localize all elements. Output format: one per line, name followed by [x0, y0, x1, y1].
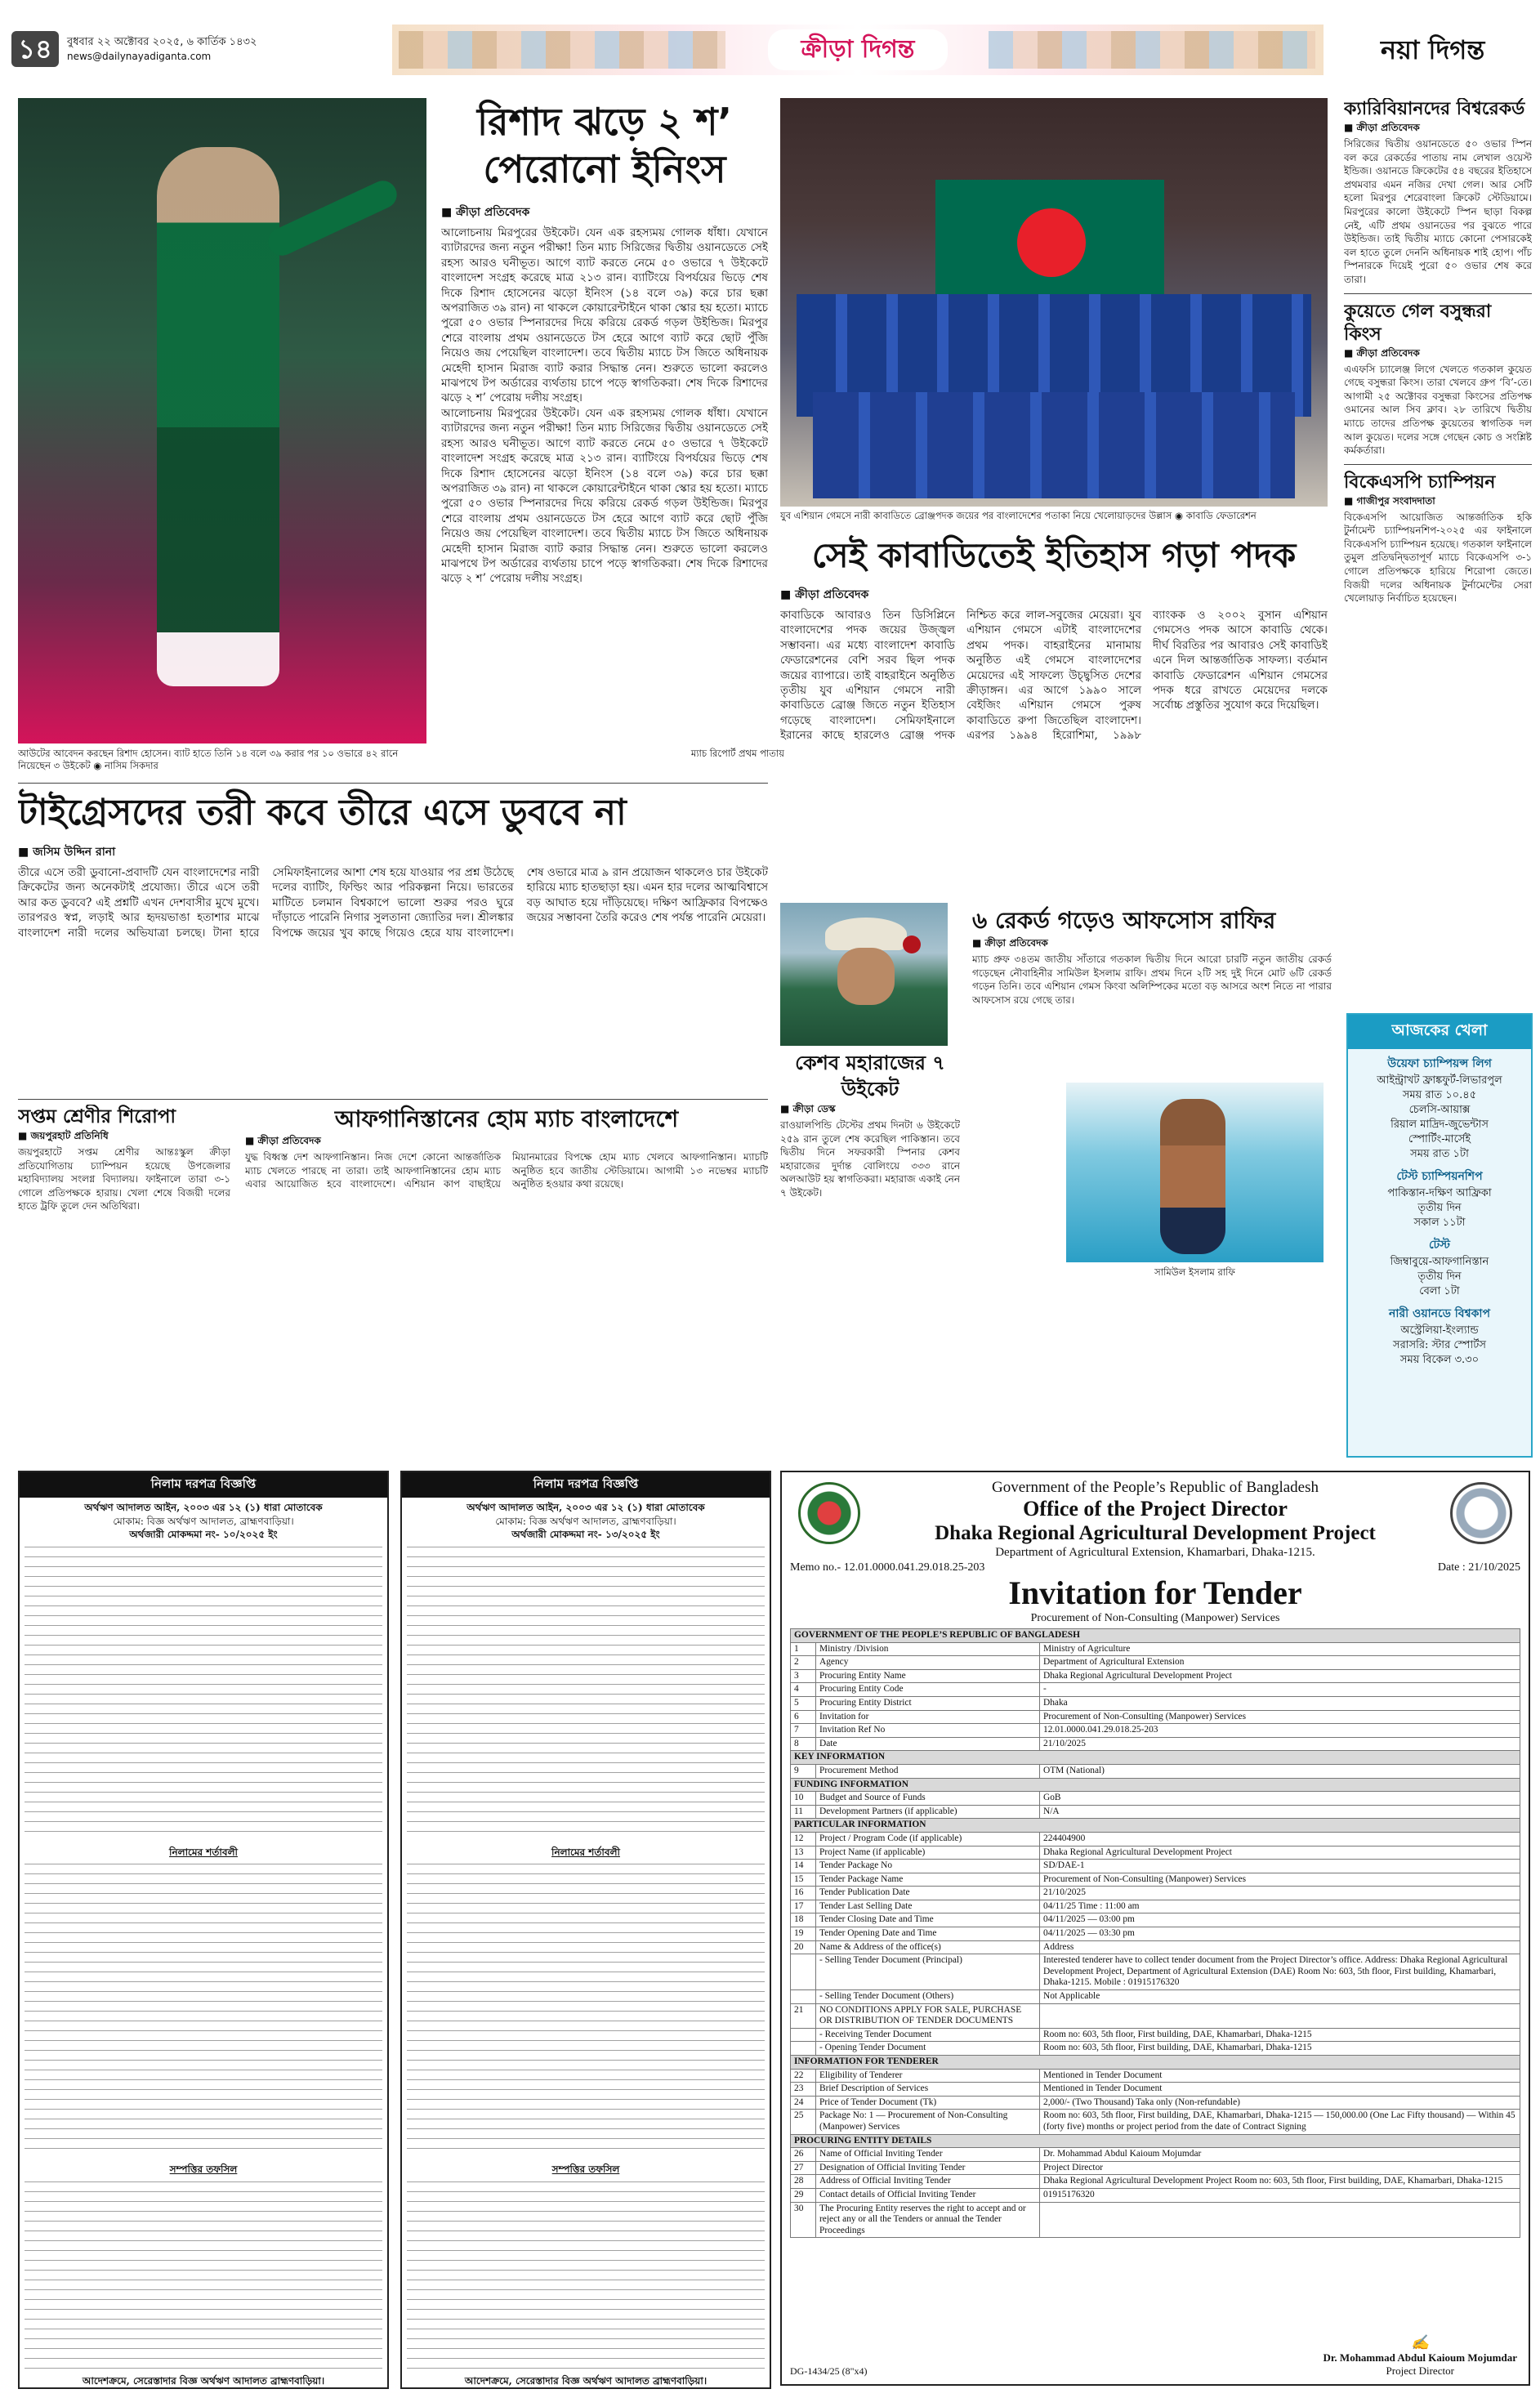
- player-figure: [157, 147, 279, 686]
- tender-row-number: 28: [791, 2175, 816, 2189]
- tender-row-value: GoB: [1040, 1792, 1520, 1806]
- tender-row-value: Department of Agricultural Extension: [1040, 1656, 1520, 1670]
- tender-section-heading: GOVERNMENT OF THE PEOPLE’S REPUBLIC OF BANGLADESH: [791, 1629, 1520, 1643]
- games-group-heading: টেস্ট চ্যাম্পিয়নশিপ: [1396, 1170, 1483, 1183]
- notice-left-title: নিলাম দরপত্র বিজ্ঞপ্তি: [20, 1472, 387, 1498]
- tender-row-value: 04/11/2025 — 03:30 pm: [1040, 1927, 1520, 1941]
- tender-row-number: 1: [791, 1642, 816, 1656]
- tender-gov: Government of the People’s Republic of Bangladesh: [992, 1479, 1319, 1496]
- tender-row-value: SD/DAE-1: [1040, 1860, 1520, 1873]
- tender-row: [791, 1860, 1520, 1873]
- tender-row-value: Room no: 603, 5th floor, First building, DAE, Khamarbari, Dhaka-1215: [1040, 2042, 1520, 2056]
- games-line: সময় বিকেল ৩.৩০: [1399, 1354, 1480, 1366]
- tender-row-value: [1040, 2003, 1520, 2028]
- tender-row: [791, 1683, 1520, 1697]
- tender-row-value: Interested tenderer have to collect tender document from the Project Director’s office. Address: Dhaka Regional Agricultural Development Project, Department of Agricultural Extension (DAE) Room No: 603, 5th floor, First building, Khamarbari, Dhaka-1215. Mobile : 01915176320: [1040, 1954, 1520, 1990]
- tender-row: [791, 1873, 1520, 1887]
- tender-row-number: [791, 1990, 816, 2004]
- tender-row-value: Ministry of Agriculture: [1040, 1642, 1520, 1656]
- tigers-body: তীরে এসে তরী ডুবানো-প্রবাদটি যেন বাংলাদেশের নারী ক্রিকেটের জন্য অনেকটাই প্রযোজ্য। তীরে এসে তরী আর কত ডুববে? এই প্রশ্নটি এখন দেশবাসীর মুখে মুখে। তারপরও স্বপ্ন, লড়াই আর হৃদয়ভাঙা হতাশার মাঝে বাংলাদেশ নারী দলের অভিযাত্রা চলছে। টানা হারে সেমিফাইনালের আশা শেষ হয়ে যাওয়ার পর প্রশ্ন উঠেছে দলের ব্যাটিং, ফিল্ডিং আর পরিকল্পনা নিয়ে। ভারতের মাটিতে চলমান বিশ্বকাপে ভালো শুরুর পরও ঘুরে দাঁড়াতে পারেনি নিগার সুলতানা জ্যোতির দল। শ্রীলঙ্কার বিপক্ষে জয়ের খুব কাছে গিয়েও হেরে যায় বাংলাদেশ। শেষ ওভারে মাত্র ৯ রান প্রয়োজন থাকলেও চার উইকেট হারিয়ে ম্যাচ হাতছাড়া হয়। এমন হার দলের আত্মবিশ্বাসে বড় আঘাত হয়ে দাঁড়িয়েছে। দক্ষিণ আফ্রিকার বিপক্ষেও জয়ের সম্ভাবনা তৈরি করেও শেষ পর্যন্ত পারেনি মেয়েরা।: [18, 866, 768, 940]
- tender-row: [791, 1710, 1520, 1724]
- tender-row-label: Contact details of Official Inviting Tender: [816, 2188, 1040, 2202]
- tender-dept: Department of Agricultural Extension, Khamarbari, Dhaka-1215.: [995, 1546, 1315, 1559]
- tender-signer-title: Project Director: [1386, 2365, 1454, 2377]
- team-row-front: [813, 392, 1295, 498]
- tender-row: [791, 1819, 1520, 1833]
- games-today-title: আজকের খেলা: [1348, 1015, 1531, 1049]
- tender-row: [791, 1656, 1520, 1670]
- tender-row-number: 9: [791, 1764, 816, 1778]
- tender-row-value: 12.01.0000.041.29.018.25-203: [1040, 1724, 1520, 1738]
- notice-left: [18, 1471, 389, 2389]
- tender-row-value: N/A: [1040, 1805, 1520, 1819]
- tender-row-number: 4: [791, 1683, 816, 1697]
- bkep-headline: বিকেএসপি চ্যাম্পিয়ন: [1344, 471, 1496, 493]
- games-group-heading: টেস্ট: [1428, 1239, 1450, 1252]
- tender-date: Date : 21/10/2025: [1437, 1561, 1520, 1574]
- camera-icon: ◉: [93, 760, 102, 771]
- tigers-headline: টাইগ্রেসদের তরী কবে তীরে এসে ডুববে না: [18, 792, 627, 833]
- games-line: আইন্ট্রাখট ফ্রাঙ্কফুর্ট-লিভারপুল: [1377, 1074, 1502, 1087]
- tender-section-heading: INFORMATION FOR TENDERER: [791, 2056, 1520, 2070]
- tender-row-number: 30: [791, 2202, 816, 2238]
- masthead: [0, 0, 1540, 80]
- notice-left-line1: অর্থঋণ আদালত আইন, ২০০৩ এর ১২ (১) ধারা মোতাবেক: [84, 1502, 323, 1513]
- tigers-article: [18, 788, 768, 1095]
- notice-left-conditions: [25, 1864, 382, 2158]
- notice-mid-schedule: [407, 2181, 765, 2369]
- tender-row: [791, 1724, 1520, 1738]
- tender-row: [791, 2134, 1520, 2148]
- games-line: বেলা ১টা: [1419, 1285, 1460, 1297]
- tender-section-heading: PARTICULAR INFORMATION: [791, 1819, 1520, 1833]
- tender-row: [791, 2056, 1520, 2070]
- divider: [1344, 464, 1532, 465]
- flag-red-circle: [1017, 208, 1086, 277]
- tender-row-label: - Selling Tender Document (Principal): [816, 1954, 1040, 1990]
- tender-row-value: [1040, 2202, 1520, 2238]
- tender-notice: [780, 1471, 1530, 2386]
- tender-row-number: 21: [791, 2003, 816, 2028]
- tender-row-label: NO CONDITIONS APPLY FOR SALE, PURCHASE OR DISTRIBUTION OF TENDER DOCUMENTS: [816, 2003, 1040, 2028]
- email[interactable]: news@dailynayadiganta.com: [67, 51, 212, 62]
- tender-row: [791, 2175, 1520, 2189]
- saptam-byline: ■ জয়পুরহাট প্রতিনিধি: [18, 1130, 109, 1141]
- games-line: অস্ট্রেলিয়া-ইংল্যান্ড: [1400, 1324, 1479, 1337]
- tender-row-label: Ministry /Division: [816, 1642, 1040, 1656]
- tender-signature: [1323, 2334, 1517, 2378]
- signature-mark: ✍: [1411, 2334, 1430, 2351]
- tender-row-value: 04/11/2025 — 03:00 pm: [1040, 1913, 1520, 1927]
- tender-row: [791, 1751, 1520, 1765]
- paper-name[interactable]: নয়া দিগন্ত: [1381, 34, 1485, 65]
- boxing-headline: কুয়েতে গেল বসুন্ধরা কিংস: [1344, 301, 1492, 345]
- notice-mid-conditions: [407, 1864, 765, 2158]
- tender-row-value: Dhaka Regional Agricultural Development Project: [1040, 1846, 1520, 1860]
- tender-row-number: 16: [791, 1887, 816, 1900]
- notice-mid-line1: অর্থঋণ আদালত আইন, ২০০৩ এর ১২ (১) ধারা মোতাবেক: [466, 1502, 705, 1513]
- tender-row-label: Designation of Official Inviting Tender: [816, 2161, 1040, 2175]
- tender-row-label: Name of Official Inviting Tender: [816, 2148, 1040, 2162]
- boxing-byline: ■ ক্রীড়া প্রতিবেদক: [1344, 346, 1420, 359]
- swimmer-figure: [1160, 1099, 1225, 1254]
- tender-row: [791, 1887, 1520, 1900]
- tender-row: [791, 2069, 1520, 2083]
- tender-row-number: 7: [791, 1724, 816, 1738]
- games-line: জিম্বাবুয়ে-আফগানিস্তান: [1390, 1256, 1489, 1268]
- tender-memo-row: [790, 1561, 1520, 1574]
- tender-row: [791, 2161, 1520, 2175]
- tender-row-value: 2,000/- (Two Thousand) Taka only (Non-refundable): [1040, 2096, 1520, 2110]
- games-line: সময় রাত ১টা: [1410, 1148, 1469, 1160]
- tender-row: [791, 1792, 1520, 1806]
- tender-row-label: Tender Package Name: [816, 1873, 1040, 1887]
- tender-row: [791, 1669, 1520, 1683]
- tender-row-number: 8: [791, 1737, 816, 1751]
- tender-row-value: Room no: 603, 5th floor, First building, DAE, Khamarbari, Dhaka-1215 — 150,000.00 (One Lac Fifty thousand) — Within 45 (forty five) months or project period from the date of Contract Signing: [1040, 2110, 1520, 2134]
- rishad-caption-right: ম্যাচ রিপোর্ট প্রথম পাতায়: [690, 748, 784, 759]
- tender-row: [791, 1990, 1520, 2004]
- rishad-byline: ■ ক্রীড়া প্রতিবেদক: [441, 206, 530, 219]
- rishad-body-continued: আলোচনায় মিরপুরের উইকেট। যেন এক রহস্যময় গোলক ধাঁধা। যেখানে ব্যাটারদের জন্য নতুন পরীক্ষা! তিন ম্যাচ সিরিজের দ্বিতীয় ওয়ানডেতে সেই রহস্য আরও ঘনীভূত। আগে ব্যাট করতে নেমে ৫০ ওভারে ৭ উইকেটে বাংলাদেশ সংগ্রহ করেছে মাত্র ২১৩ রান। ব্যাটিংয়ে বিপর্যয়ের ভিড়ে শেষ দিকে রিশাদ হোসেনের ঝড়ো ইনিংস (১৪ বলে ৩৯) করে চার ছক্কা অপরাজিত ৩৯ রান) না থাকলে কোয়ারেন্টাইনে থাকা স্কোর হয় হতো। ম্যাচে পুরো ৫০ ওভার স্পিনারদের দিয়ে করিয়ে রেকর্ড গড়ল উইন্ডিজ। মিরপুর শেরে বাংলায় প্রথম ওয়ানডেতে টস হেরে আগে ব্যাট করে ছোট পুঁজি নিয়েও জয় পেয়েছিল বাংলাদেশ। তবে দ্বিতীয় ম্যাচে টস জিতে অধিনায়ক মেহেদী হাসান মিরাজ ব্যাট করার সিদ্ধান্ত নেন। শুরুতে ভালো করলেও মাঝপথে টপ অর্ডারের ব্যর্থতায় চাপে পড়ে স্বাগতিকরা। শেষ দিকে রিশাদের ঝড়ে ২ শ’ পেরোয় দলীয় সংগ্রহ।: [441, 406, 768, 586]
- tender-row-value: 04/11/25 Time : 11:00 am: [1040, 1900, 1520, 1913]
- tender-row-label: - Receiving Tender Document: [816, 2028, 1040, 2042]
- afghan-body: যুদ্ধ বিধ্বস্ত দেশ আফগানিস্তান। নিজ দেশে কোনো আন্তর্জাতিক ম্যাচ খেলতে পারছে না তারা। তাই আফগানিস্তানের হোম ম্যাচ এবার আয়োজিত হবে বাংলাদেশে। এশিয়ান কাপ বাছাইয়ে মিয়ানমারের বিপক্ষে হোম ম্যাচ খেলবে আফগানিস্তান। ম্যাচটি অনুষ্ঠিত হবে জাতীয় স্টেডিয়ামে। আগামী ১৩ নভেম্বর ম্যাচটি অনুষ্ঠিত হওয়ার কথা রয়েছে।: [245, 1151, 768, 1190]
- tender-row-label: Eligibility of Tenderer: [816, 2069, 1040, 2083]
- kabaddi-photo-caption: যুব এশিয়ান গেমসে নারী কাবাডিতে ব্রোঞ্জপদক জয়ের পর বাংলাদেশের পতাকা নিয়ে খেলোয়াড়দের উল্লাস ◉ কাবাডি ফেডারেশন: [780, 510, 1257, 521]
- tender-row-label: The Procuring Entity reserves the right to accept and or reject any or all the Tenders or annual the Tender Proceedings: [816, 2202, 1040, 2238]
- tender-row-label: Package No: 1 — Procurement of Non-Consulting (Manpower) Services: [816, 2110, 1040, 2134]
- tender-row: [791, 1846, 1520, 1860]
- tender-title: Invitation for Tender: [1008, 1574, 1302, 1611]
- tender-row-label: Invitation Ref No: [816, 1724, 1040, 1738]
- tigers-byline: ■ জসিম উদ্দিন রানা: [18, 846, 116, 859]
- caribbean-body: সিরিজের দ্বিতীয় ওয়ানডেতে ৫০ ওভার স্পিন বল করে রেকর্ডের পাতায় নাম লেখাল ওয়েস্ট ইন্ডিজ। ওয়ানডে ক্রিকেটের ৫৪ বছরের ইতিহাসে প্রথমবার এমন নজির দেখা গেল। আর সেটি হলো মিরপুর শেরেবাংলা ক্রিকেট স্টেডিয়ামে। মিরপুরের কালো উইকেটে স্পিন ছাড়া বিকল্প নেই, এটি প্রথম ওয়ানডের পর বুঝতে পারে উইন্ডিজ। তাই দ্বিতীয় ম্যাচে কোনো পেসারকেই বল হাতে তুলে দেননি অধিনায়ক শাই হোপ। পাঁচ স্পিনারকে দিয়েই পুরো ৫০ ওভার শেষ করে তারা।: [1344, 138, 1532, 285]
- tender-row: [791, 1927, 1520, 1941]
- keshav-face: [837, 948, 895, 1005]
- tender-row-number: 22: [791, 2069, 816, 2083]
- tender-row-number: 18: [791, 1913, 816, 1927]
- rishad-article: [441, 98, 768, 744]
- tender-row: [791, 1642, 1520, 1656]
- tender-row-label: Procurement Method: [816, 1764, 1040, 1778]
- notice-mid-line3: অর্থজারী মোকদ্দমা নং- ১৩/২০২৫ ইং: [511, 1529, 660, 1541]
- tender-row-value: 224404900: [1040, 1832, 1520, 1846]
- tender-row-number: 24: [791, 2096, 816, 2110]
- tender-row-label: Tender Opening Date and Time: [816, 1927, 1040, 1941]
- tender-row-value: Project Director: [1040, 2161, 1520, 2175]
- tender-row: [791, 1805, 1520, 1819]
- banner-graphic-left: [399, 31, 725, 69]
- tender-row: [791, 1764, 1520, 1778]
- tender-row-value: 21/10/2025: [1040, 1737, 1520, 1751]
- tender-row-value: Mentioned in Tender Document: [1040, 2069, 1520, 2083]
- tender-row-label: Tender Publication Date: [816, 1887, 1040, 1900]
- section-rule: [18, 783, 768, 784]
- right-column: [1344, 98, 1532, 1013]
- date-line: বুধবার ২২ অক্টোবর ২০২৫, ৬ কার্তিক ১৪৩২: [67, 36, 257, 48]
- tender-row-number: 25: [791, 2110, 816, 2134]
- tender-row-number: 23: [791, 2083, 816, 2097]
- notice-left-line3: অর্থজারী মোকদ্দমা নং- ১০/২০২৫ ইং: [129, 1529, 278, 1541]
- notice-mid-title: নিলাম দরপত্র বিজ্ঞপ্তি: [402, 1472, 770, 1498]
- tender-row-value: Dr. Mohammad Abdul Kaioum Mojumdar: [1040, 2148, 1520, 2162]
- saptam-headline: সপ্তম শ্রেণীর শিরোপা: [18, 1106, 176, 1128]
- tender-row: [791, 1940, 1520, 1954]
- tender-row-label: Date: [816, 1737, 1040, 1751]
- tender-row-label: Procuring Entity District: [816, 1696, 1040, 1710]
- swimmer-headline: ৬ রেকর্ড গড়েও আফসোস রাফির: [972, 907, 1276, 934]
- tender-row: [791, 1737, 1520, 1751]
- tender-row: [791, 1696, 1520, 1710]
- tender-row-number: 14: [791, 1860, 816, 1873]
- tender-row-value: 21/10/2025: [1040, 1887, 1520, 1900]
- tender-section-heading: PROCURING ENTITY DETAILS: [791, 2134, 1520, 2148]
- tender-section-heading: FUNDING INFORMATION: [791, 1778, 1520, 1792]
- tender-row-number: 29: [791, 2188, 816, 2202]
- tender-row-value: -: [1040, 1683, 1520, 1697]
- tender-row: [791, 1913, 1520, 1927]
- tender-row-value: Procurement of Non-Consulting (Manpower) Services: [1040, 1873, 1520, 1887]
- divider: [1344, 293, 1532, 294]
- tender-row: [791, 2202, 1520, 2238]
- tender-row-number: [791, 1954, 816, 1990]
- tender-row-label: Tender Closing Date and Time: [816, 1913, 1040, 1927]
- notice-mid-line2: মোকাম: বিজ্ঞ অর্থঋণ আদালত, ব্রাহ্মণবাড়িয়া।: [495, 1515, 676, 1527]
- swimmer-photo-caption: সামিউল ইসলাম রাফি: [1154, 1266, 1235, 1278]
- tender-signer: Dr. Mohammad Abdul Kaioum Mojumdar: [1323, 2351, 1517, 2364]
- banner-graphic-right: [989, 31, 1315, 69]
- tender-office: Office of the Project Director: [1023, 1497, 1288, 1521]
- games-line: পাকিস্তান-দক্ষিণ আফ্রিকা: [1387, 1187, 1492, 1199]
- afghan-byline: ■ ক্রীড়া প্রতিবেদক: [245, 1135, 321, 1146]
- tender-row-value: 01915176320: [1040, 2188, 1520, 2202]
- tender-row-label: Name & Address of the office(s): [816, 1940, 1040, 1954]
- gov-seal-icon: [798, 1482, 860, 1544]
- tender-row-label: Agency: [816, 1656, 1040, 1670]
- tender-row-number: 5: [791, 1696, 816, 1710]
- camera-icon: ◉: [1174, 510, 1184, 521]
- tender-row-number: 19: [791, 1927, 816, 1941]
- tender-row-number: [791, 2028, 816, 2042]
- games-list: [1348, 1054, 1531, 1368]
- tender-row-label: Tender Last Selling Date: [816, 1900, 1040, 1913]
- games-group-heading: নারী ওয়ানডে বিশ্বকাপ: [1389, 1307, 1490, 1320]
- rishad-headline: রিশাদ ঝড়ে ২ শ’ পেরোনো ইনিংস: [477, 100, 732, 191]
- games-line: সময় রাত ১০.৪৫: [1402, 1089, 1477, 1101]
- notice-mid-schedule-title: সম্পত্তির তফসিল: [551, 2164, 620, 2176]
- caribbean-byline: ■ ক্রীড়া প্রতিবেদক: [1344, 122, 1420, 133]
- tender-row-number: 15: [791, 1873, 816, 1887]
- tender-row-number: 11: [791, 1805, 816, 1819]
- tender-row-number: 17: [791, 1900, 816, 1913]
- swimmer-photo: [1066, 1083, 1324, 1262]
- keshav-body: রাওয়ালপিন্ডি টেস্টের প্রথম দিনটা ৬ উইকেটে ২৫৯ রান তুলে শেষ করেছিল পাকিস্তান। তবে দ্বিতীয় দিনে সফরকারী স্পিনার কেশব মহারাজের দুর্দান্ত বোলিংয়ে ৩৩৩ রানে অলআউট হয় স্বাগতিকরা। মহারাজ একাই নেন ৭ উইকেট।: [780, 1119, 960, 1199]
- saptam-article: [18, 1105, 230, 1382]
- tender-row-label: Tender Package No: [816, 1860, 1040, 1873]
- notice-left-schedule: [25, 2181, 382, 2369]
- tender-row-label: Budget and Source of Funds: [816, 1792, 1040, 1806]
- kabaddi-byline: ■ ক্রীড়া প্রতিবেদক: [780, 588, 869, 601]
- tender-row-label: - Selling Tender Document (Others): [816, 1990, 1040, 2004]
- tender-row-label: Procuring Entity Code: [816, 1683, 1040, 1697]
- games-line: সরাসরি: স্টার স্পোর্টস: [1393, 1339, 1486, 1351]
- tender-row: [791, 2042, 1520, 2056]
- notice-left-body: [25, 1547, 382, 1841]
- keshav-byline: ■ ক্রীড়া ডেস্ক: [780, 1103, 836, 1114]
- tender-row: [791, 2188, 1520, 2202]
- tender-row-value: Dhaka Regional Agricultural Development Project Room no: 603, 5th floor, First building, DAE, Khamarbari, Dhaka-1215: [1040, 2175, 1520, 2189]
- tender-table: [790, 1628, 1520, 2238]
- swimmer-byline: ■ ক্রীড়া প্রতিবেদক: [972, 937, 1048, 949]
- tender-row-label: Project Name (if applicable): [816, 1846, 1040, 1860]
- tender-row-label: Price of Tender Document (Tk): [816, 2096, 1040, 2110]
- tender-row-value: Dhaka Regional Agricultural Development Project: [1040, 1669, 1520, 1683]
- tender-row-number: 27: [791, 2161, 816, 2175]
- tender-section-heading: KEY INFORMATION: [791, 1751, 1520, 1765]
- kabaddi-photo: [780, 98, 1328, 507]
- tender-row-number: 20: [791, 1940, 816, 1954]
- keshav-hat: [825, 918, 907, 950]
- rishad-photo: [18, 98, 426, 744]
- tender-row: [791, 1832, 1520, 1846]
- tender-ad-code: DG-1434/25 (8"x4): [790, 2365, 868, 2377]
- keshav-photo: [780, 903, 948, 1046]
- saptam-body: জয়পুরহাটে সপ্তম শ্রেণীর আন্তঃস্কুল ক্রীড়া প্রতিযোগিতায় চ্যাম্পিয়ন হয়েছে উপজেলার মহাবিদ্যালয় সংলগ্ন বিদ্যালয়। ফাইনালে তারা ৩-১ গোলে প্রতিপক্ষকে হারায়। খেলা শেষে বিজয়ী দলের হাতে ট্রফি তুলে দেন অতিথিরা।: [18, 1146, 230, 1212]
- tender-row: [791, 1900, 1520, 1913]
- kabaddi-body: কাবাডিকে আবারও তিন ডিসিপ্লিনে বাংলাদেশের পদক জয়ের উজ্জ্বল সম্ভাবনা। এর মধ্যে বাংলাদেশ কাবাডি ফেডারেশনের বেশি সরব ছিল পদক জয়ের ব্যাপারে। তাই বাহরাইনে অনুষ্ঠিত তৃতীয় যুব এশিয়ান গেমসে নারী কাবাডিতে ব্রোঞ্জ জিতে নতুন ইতিহাস গড়েছে বাংলাদেশ। সেমিফাইনালে ইরানের কাছে হারলেও ব্রোঞ্জ পদক নিশ্চিত করে লাল-সবুজের মেয়েরা। যুব এশিয়ান গেমসে এটাই বাংলাদেশের প্রথম পদক। বাহরাইনের মানামায় অনুষ্ঠিত এই গেমসে বাংলাদেশের মেয়েদের এই সাফল্যে উচ্ছ্বসিত দেশের ক্রীড়াঙ্গন। এর আগে ১৯৯০ সালে বেইজিং এশিয়ান গেমসে পুরুষ কাবাডিতে রুপা জিতেছিল বাংলাদেশ। এরপর ১৯৯৪ হিরোশিমা, ১৯৯৮ ব্যাংকক ও ২০০২ বুসান এশিয়ান গেমসেও পদক আসে কাবাডি থেকে। দীর্ঘ বিরতির পর আবারও সেই কাবাডিই এনে দিল আন্তর্জাতিক সাফল্য। বর্তমান কাবাডি ফেডারেশন এশিয়ান গেমসের পদক ধরে রাখতে মেয়েদের দলকে সর্বোচ্চ প্রস্তুতির সুযোগ করে দিয়েছিল।: [780, 609, 1328, 743]
- tender-row-value: Procurement of Non-Consulting (Manpower) Services: [1040, 1710, 1520, 1724]
- rishad-body: আলোচনায় মিরপুরের উইকেট। যেন এক রহস্যময় গোলক ধাঁধা। যেখানে ব্যাটারদের জন্য নতুন পরীক্ষা! তিন ম্যাচ সিরিজের দ্বিতীয় ওয়ানডেতে সেই রহস্য আরও ঘনীভূত। আগে ব্যাট করতে নেমে ৫০ ওভারে ৭ উইকেটে বাংলাদেশ সংগ্রহ করেছে মাত্র ২১৩ রান। ব্যাটিংয়ে বিপর্যয়ের ভিড়ে শেষ দিকে রিশাদ হোসেনের ঝড়ো ইনিংস (১৪ বলে ৩৯) করে চার ছক্কা অপরাজিত ৩৯ রান) না থাকলে কোয়ারেন্টাইনে থাকা স্কোর হয় হতো। ম্যাচে পুরো ৫০ ওভার স্পিনারদের দিয়ে করিয়ে রেকর্ড গড়ল উইন্ডিজ। মিরপুর শেরে বাংলায় প্রথম ওয়ানডেতে টস হেরে আগে ব্যাট করে ছোট পুঁজি নিয়েও জয় পেয়েছিল বাংলাদেশ। তবে দ্বিতীয় ম্যাচে টস জিতে অধিনায়ক মেহেদী হাসান মিরাজ ব্যাট করার সিদ্ধান্ত নেন। শুরুতে ভালো করলেও মাঝপথে টপ অর্ডারের ব্যর্থতায় চাপে পড়ে স্বাগতিকরা। শেষ দিকে রিশাদের ঝড়ে ২ শ’ পেরোয় দলীয় সংগ্রহ।: [441, 226, 768, 405]
- tender-row-label: Invitation for: [816, 1710, 1040, 1724]
- boxing-body: এএফসি চ্যালেঞ্জ লিগে খেলতে গতকাল কুয়েত গেছে বসুন্ধরা কিংস। তারা খেলবে গ্রুপ ‘বি’-তে। আগামী ২৫ অক্টোবর বসুন্ধরা কিংসের প্রতিপক্ষ ওমানের আল সিব ক্লাব। ২৮ তারিখে দ্বিতীয় ম্যাচে তাদের প্রতিপক্ষ কুয়েতের স্বাগতিক দল আল কুয়েত। দলের সঙ্গে গেছেন কোচ ও সংশ্লিষ্ট কর্মকর্তারা।: [1344, 363, 1532, 457]
- tender-row: [791, 2028, 1520, 2042]
- tender-row-value: Address: [1040, 1940, 1520, 1954]
- tender-row-number: 10: [791, 1792, 816, 1806]
- tender-row-number: 13: [791, 1846, 816, 1860]
- games-line: চেলসি-আয়াক্স: [1408, 1104, 1471, 1116]
- tender-row-number: 6: [791, 1710, 816, 1724]
- tender-subtitle: Procurement of Non-Consulting (Manpower) Services: [1030, 1612, 1280, 1624]
- tender-row-number: 2: [791, 1656, 816, 1670]
- kabaddi-headline: সেই কাবাডিতেই ইতিহাস গড়া পদক: [811, 535, 1297, 575]
- bkep-byline: ■ গাজীপুর সংবাদদাতা: [1344, 494, 1435, 507]
- tender-row-label: Development Partners (if applicable): [816, 1805, 1040, 1819]
- kabaddi-article: [780, 533, 1328, 892]
- bkep-body: বিকেএসপি আয়োজিত আন্তর্জাতিক হকি টুর্নামেন্ট চ্যাম্পিয়নশিপ-২০২৫ এর ফাইনালে বিকেএসপি চ্যাম্পিয়ন হয়েছে। গতকাল ফাইনালে তুমুল প্রতিদ্বন্দ্বিতাপূর্ণ ম্যাচে বিকেএসপি ৩-১ গোলে প্রতিপক্ষকে হারিয়ে শিরোপা জেতে। বিজয়ী দলের অধিনায়ক টুর্নামেন্টের সেরা খেলোয়াড় নির্বাচিত হয়েছেন।: [1344, 511, 1532, 605]
- tender-row-label: Project / Program Code (if applicable): [816, 1832, 1040, 1846]
- tender-row: [791, 1629, 1520, 1643]
- section-banner: [392, 25, 1324, 75]
- notice-left-conditions-title: নিলামের শর্তাবলী: [169, 1846, 238, 1858]
- games-line: তৃতীয় দিন: [1417, 1270, 1462, 1283]
- notice-mid-conditions-title: নিলামের শর্তাবলী: [551, 1846, 620, 1858]
- caribbean-headline: ক্যারিবিয়ানদের বিশ্বরেকর্ড: [1344, 99, 1525, 119]
- tender-row-label: Procuring Entity Name: [816, 1669, 1040, 1683]
- tender-row: [791, 2083, 1520, 2097]
- tender-row-value: Mentioned in Tender Document: [1040, 2083, 1520, 2097]
- page-number: ১৪: [11, 31, 59, 67]
- tender-row-label: Brief Description of Services: [816, 2083, 1040, 2097]
- afghan-headline: আফগানিস্তানের হোম ম্যাচ বাংলাদেশে: [334, 1105, 679, 1132]
- tender-row-value: Not Applicable: [1040, 1990, 1520, 2004]
- tender-row-value: OTM (National): [1040, 1764, 1520, 1778]
- section-rule: [18, 1099, 768, 1100]
- games-line: সকাল ১১টা: [1413, 1217, 1466, 1229]
- notice-mid-body: [407, 1547, 765, 1841]
- tender-row-number: 3: [791, 1669, 816, 1683]
- games-today-box: [1346, 1013, 1533, 1458]
- tender-row-number: 26: [791, 2148, 816, 2162]
- games-group-heading: উয়েফা চ্যাম্পিয়ন্স লিগ: [1387, 1057, 1492, 1070]
- tender-row: [791, 2003, 1520, 2028]
- afghan-article: [245, 1105, 768, 1382]
- notice-left-line2: মোকাম: বিজ্ঞ অর্থঋণ আদালত, ব্রাহ্মণবাড়িয়া।: [113, 1515, 294, 1527]
- section-title: ক্রীড়া দিগন্ত: [768, 29, 948, 70]
- tender-row-number: [791, 2042, 816, 2056]
- games-line: তৃতীয় দিন: [1417, 1202, 1462, 1214]
- tender-row-label: - Opening Tender Document: [816, 2042, 1040, 2056]
- tender-row: [791, 1778, 1520, 1792]
- games-line: স্পোর্টিং-মার্সেই: [1408, 1133, 1471, 1145]
- tender-project: Dhaka Regional Agricultural Development Project: [935, 1522, 1376, 1544]
- keshav-article: [780, 1050, 960, 1360]
- notice-mid-footer: আদেশক্রমে, সেরেস্তাদার বিজ্ঞ অর্থঋণ আদালত ব্রাহ্মণবাড়িয়া।: [464, 2374, 708, 2387]
- tender-memo: Memo no.- 12.01.0000.041.29.018.25-203: [790, 1561, 985, 1574]
- ball-icon: [903, 936, 921, 953]
- swimmer-body: ম্যাচ প্রুফ ৩৪তম জাতীয় সাঁতারে গতকাল দ্বিতীয় দিনে আরো চারটি নতুন জাতীয় রেকর্ড গড়েছেন নৌবাহিনীর সামিউল ইসলাম রাফি। প্রথম দিনে ২টি সহ দুই দিনে মোট ৬টি রেকর্ড গড়েন তিনি। তবে এশিয়ান গেমস কিংবা অলিম্পিকের মতো বড় আসরে অংশ নিতে না পারার আফসোস রয়ে গেছে তার।: [972, 953, 1332, 1006]
- notice-left-schedule-title: সম্পত্তির তফসিল: [169, 2164, 238, 2176]
- rishad-photo-caption: আউটের আবেদন করছেন রিশাদ হোসেন। ব্যাট হাতে তিনি ১৪ বলে ৩৯ করার পর ১০ ওভারে ৪২ রানে নিয়েছেন ৩ উইকেট ◉ নাসিম সিকদার: [18, 748, 399, 771]
- project-logo-icon: [1450, 1482, 1512, 1544]
- tender-row-label: Address of Official Inviting Tender: [816, 2175, 1040, 2189]
- notice-left-footer: আদেশক্রমে, সেরেস্তাদার বিজ্ঞ অর্থঋণ আদালত ব্রাহ্মণবাড়িয়া।: [82, 2374, 325, 2387]
- tender-row-value: Dhaka: [1040, 1696, 1520, 1710]
- notice-mid: [400, 1471, 771, 2389]
- tender-row-number: 12: [791, 1832, 816, 1846]
- tender-row: [791, 2096, 1520, 2110]
- tender-row-value: Room no: 603, 5th floor, First building, DAE, Khamarbari, Dhaka-1215: [1040, 2028, 1520, 2042]
- keshav-headline: কেশব মহারাজের ৭ উইকেট: [795, 1052, 945, 1101]
- tender-row: [791, 2110, 1520, 2134]
- tender-row: [791, 1954, 1520, 1990]
- player-arm: [264, 176, 401, 261]
- games-line: রিয়াল মাদ্রিদ-জুভেন্টাস: [1390, 1119, 1489, 1131]
- tender-row: [791, 2148, 1520, 2162]
